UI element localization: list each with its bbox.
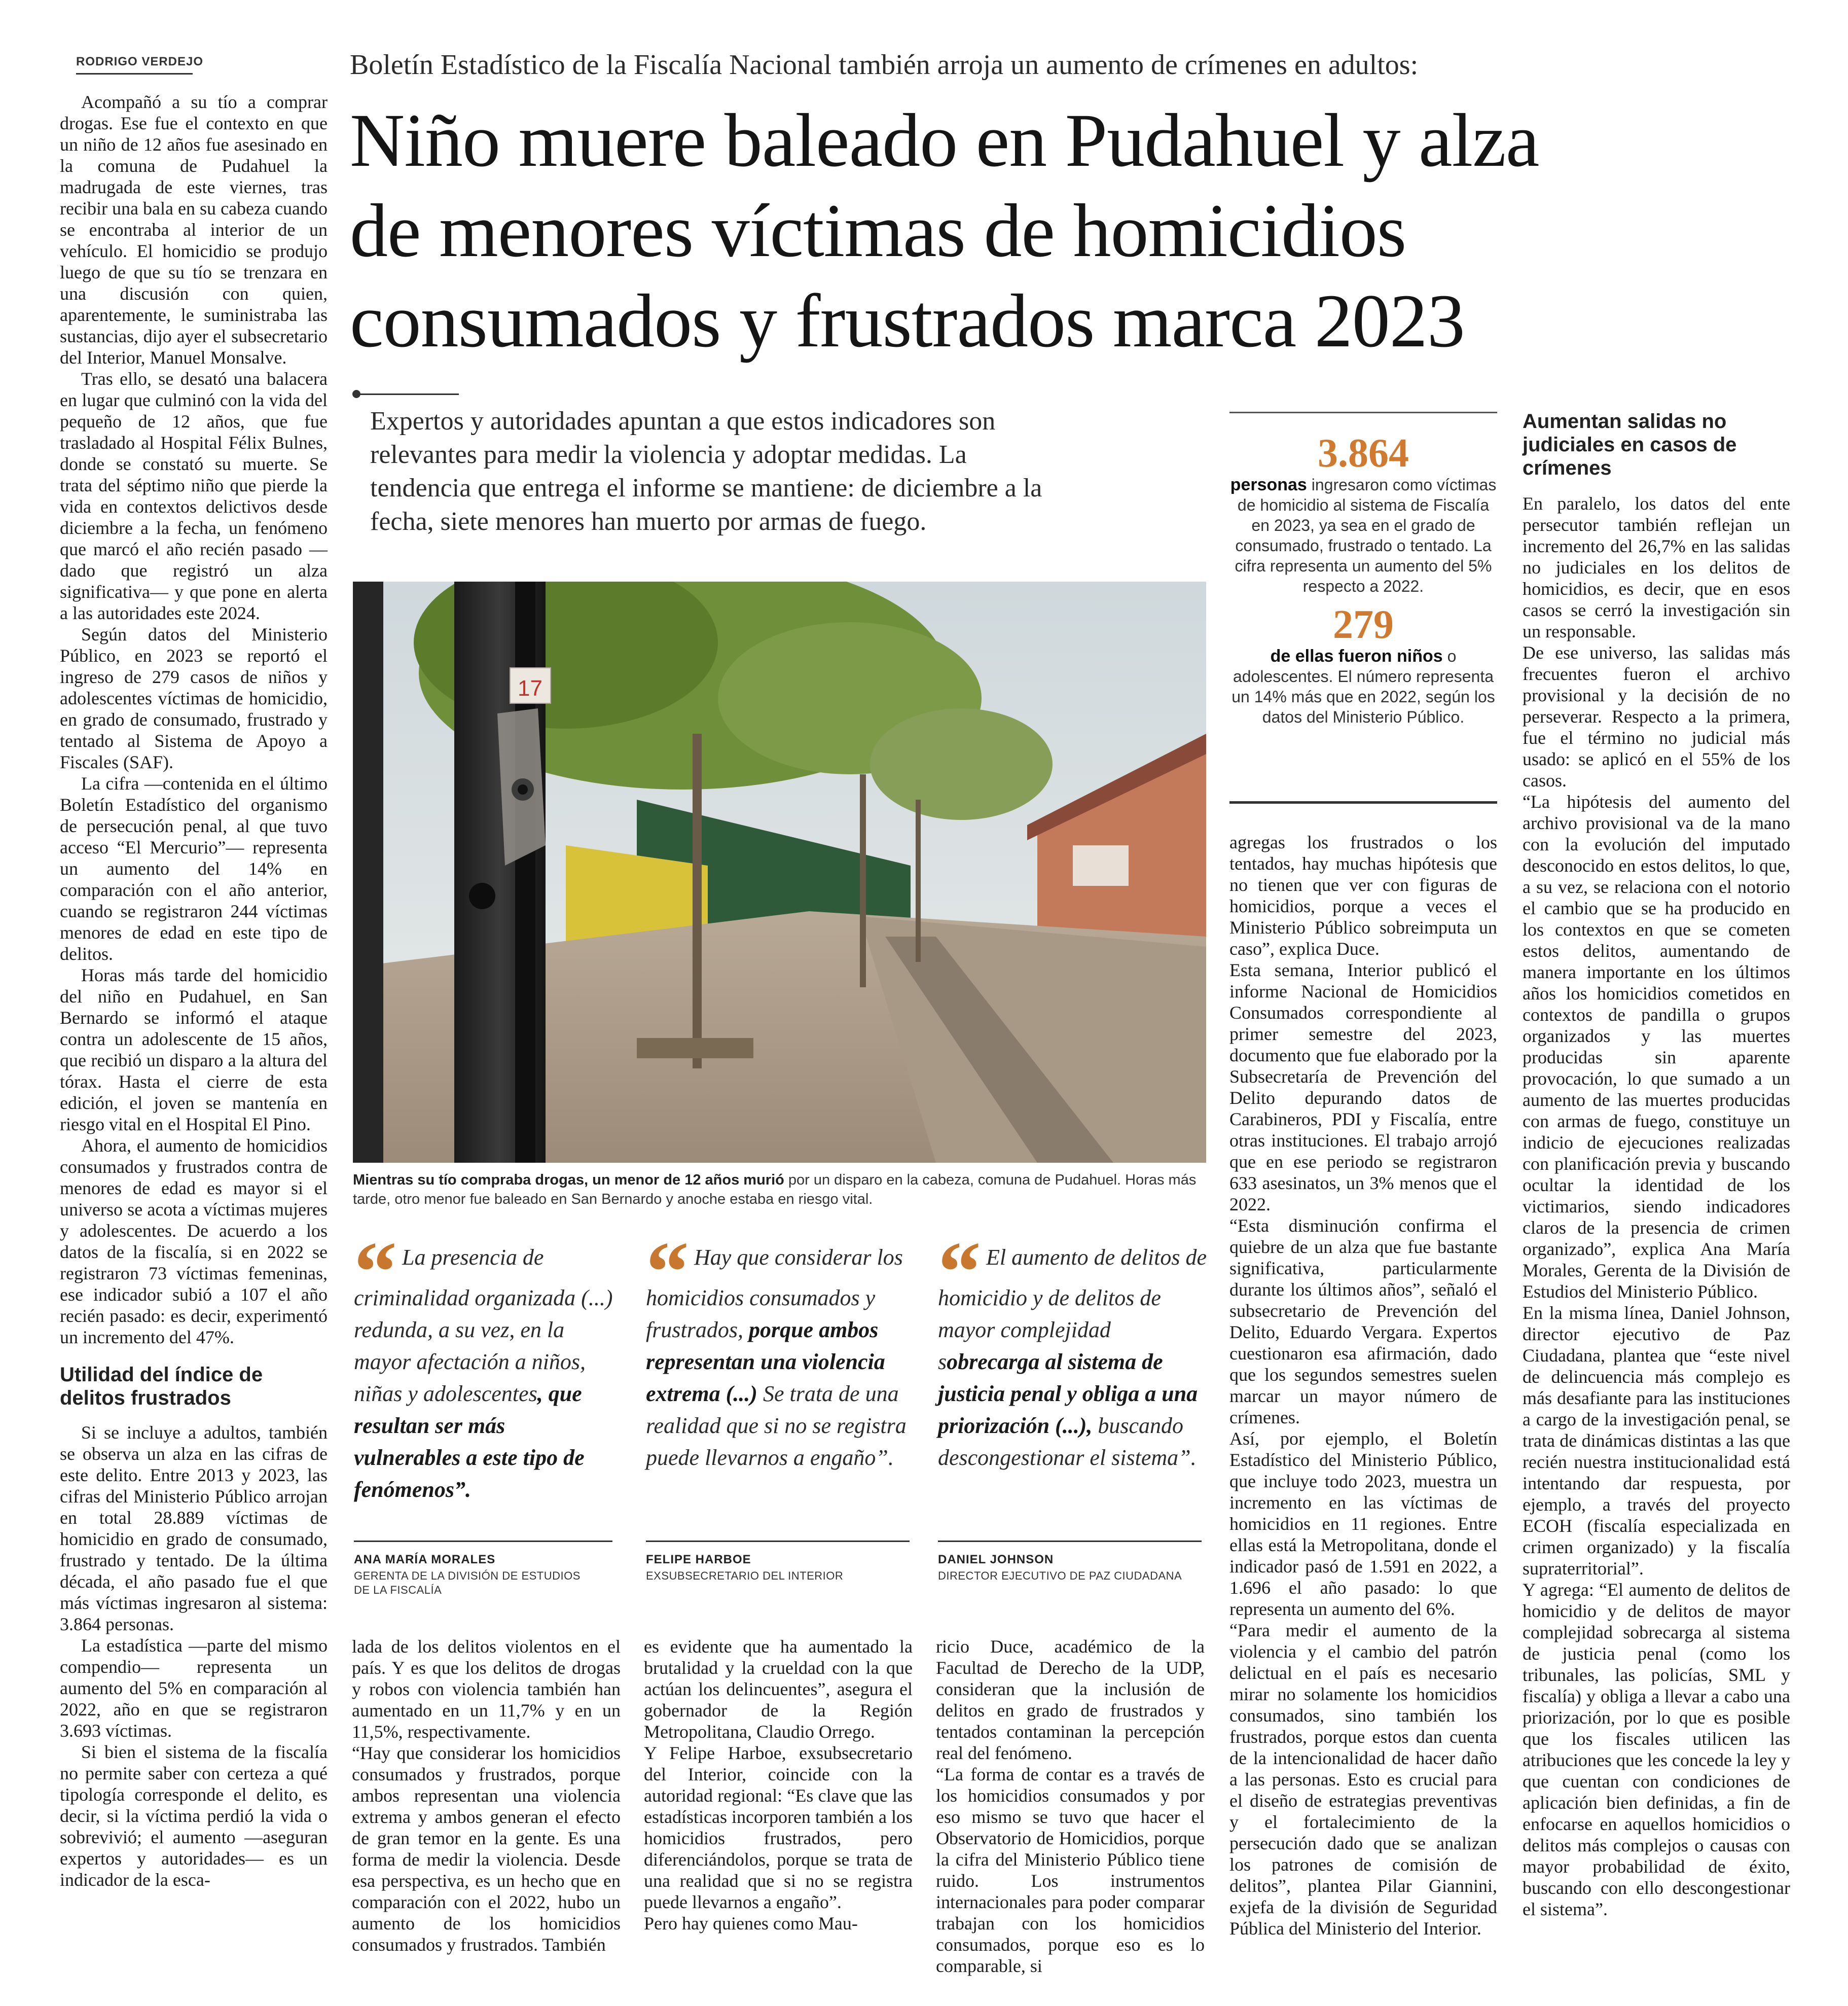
quote-bold: , que resultan ser más vulnerables a este tipo de fenómenos”. xyxy=(354,1381,585,1502)
column-4-bottom: ricio Duce, académico de la Facultad de Derecho de la UDP, consideran que la inclusión de delitos en grado de frustrados y tentados contaminan la percepción real del fenómeno. “La forma de contar es a través de los homicidios consumados y por eso mismo se tuvo que hacer el Observatorio de Homicidios, porque la cifra del Ministerio Público tiene ruido. Los instrumentos internacionales para poder comparar trabajan con los homicidios consumados, porque eso es lo comparable, si xyxy=(936,1636,1205,1976)
subhead-salidas: Aumentan salidas no judiciales en casos de crímenes xyxy=(1523,410,1737,479)
stat-desc: o adolescentes. El número representa un 14% más que en 2022, según los datos del Ministerio Público. xyxy=(1231,647,1495,726)
quote-bold: porque ambos representan una violencia extrema (...) xyxy=(646,1317,885,1406)
quote-author: FELIPE HARBOE xyxy=(646,1553,751,1566)
quote-role: EXSUBSECRETARIO DEL INTERIOR xyxy=(646,1569,844,1582)
kicker: Boletín Estadístico de la Fiscalía Nacional también arroja un aumento de crímenes en adultos: xyxy=(350,49,1419,81)
byline-rule xyxy=(76,73,193,75)
pull-quote-3 xyxy=(938,1224,1207,1474)
quote-text: Hay que considerar los homicidios consumados y frustrados, xyxy=(646,1245,903,1342)
quote-text: La presencia de criminalidad organizada (...) redunda, a su vez, en la mayor afectación a niños, niñas y adolescentes xyxy=(354,1245,613,1406)
street-scene-illustration xyxy=(353,582,1206,1163)
paragraph: Tras ello, se desató una balacera en lugar que culminó con la vida del pequeño de 12 años, que fue trasladado al Hospital Félix Bulnes, donde se constató su muerte. Se trata del séptimo niño que pierde la vida en contextos delictivos desde diciembre a la fecha, un fenómeno que marcó el año recién pasado —dado que registró un alza significativa— y que pone en alerta a las autoridades este 2024. xyxy=(60,369,328,623)
quote-author: DANIEL JOHNSON xyxy=(938,1553,1054,1566)
quote-rule xyxy=(938,1541,1202,1542)
stat-text xyxy=(1229,475,1497,596)
quote-author: ANA MARÍA MORALES xyxy=(354,1553,496,1566)
stat-number: 3.864 xyxy=(1318,431,1409,476)
quote-rule xyxy=(354,1541,612,1542)
quote-bold: obrecarga al sistema de justicia penal y obliga a una priorización (...), xyxy=(938,1349,1198,1438)
deck-rule xyxy=(355,393,459,395)
byline: RODRIGO VERDEJO xyxy=(76,55,204,68)
paragraph: Acompañó a su tío a comprar drogas. Ese fue el contexto en que un niño de 12 años fue asesinado en la comuna de Pudahuel la madrugada de este viernes, tras recibir una bala en su cabeza cuando se encontraba al interior de un vehículo. El homicidio se produjo luego de que su tío se trenzara en una discusión con quien, aparentemente, le suministraba las sustancias, dijo ayer el subsecretario del Interior, Manuel Monsalve. xyxy=(60,92,328,368)
deck: Expertos y autoridades apuntan a que estos indicadores son relevantes para medir la violencia y adoptar medidas. La tendencia que entrega el informe se mantiene: de diciembre a la fecha, siete menores han muerto por armas de fuego. xyxy=(370,407,1042,536)
paragraph: Horas más tarde del homicidio del niño en Pudahuel, en San Bernardo se informó el ataque contra un adolescente de 15 años, que recibió un disparo a la altura del tórax. Hasta el cierre de esta edición, el joven se mantenía en riesgo vital en el Hospital El Pino. xyxy=(60,965,328,1134)
pull-quote-2 xyxy=(646,1224,915,1474)
subhead-utilidad: Utilidad del índice de delitos frustrados xyxy=(60,1364,263,1409)
paragraph: Ahora, el aumento de homicidios consumados y frustrados contra de menores de edad es mayor si el universo se acota a víctimas mujeres y adolescentes. De acuerdo a los datos de la fiscalía, si en 2022 se registraron 73 víctimas femeninas, ese indicador subió a 107 el año recién pasado: es decir, experimentó un incremento del 47%. xyxy=(60,1135,328,1347)
paragraph: La estadística —parte del mismo compendio— representa un aumento del 5% en comparación al 2022, año en que se registraron 3.693 víctimas. xyxy=(60,1635,328,1741)
quote-tail: buscando descongestionar el sistema”. xyxy=(938,1413,1197,1470)
quote-rule xyxy=(646,1541,910,1542)
photo-caption xyxy=(353,1170,1210,1209)
stats-bottom-rule xyxy=(1229,801,1497,804)
quote-mark-icon: “ xyxy=(938,1224,981,1319)
stat-text xyxy=(1229,646,1497,727)
stats-box xyxy=(1229,432,1497,727)
quote-text: El aumento de delitos de homicidio y de delitos de mayor complejidad s xyxy=(938,1245,1207,1374)
paragraph: Si se incluye a adultos, también se observa un alza en las cifras de este delito. Entre 2013 y 2023, las cifras del Ministerio Público arrojan en total 28.889 víctimas de homicidio en grado de consumado, frustrado y tentado. De la última década, el año pasado fue el que más víctimas ingresaron al sistema: 3.864 personas. xyxy=(60,1422,328,1634)
quote-mark-icon: “ xyxy=(354,1224,397,1319)
quote-role: DIRECTOR EJECUTIVO DE PAZ CIUDADANA xyxy=(938,1569,1182,1582)
quote-mark-icon: “ xyxy=(646,1224,689,1319)
tag-number: 17 xyxy=(518,676,542,701)
column-2-bottom: lada de los delitos violentos en el país. Y es que los delitos de drogas y robos con violencia también han aumentado en un 11,7% y en un 11,5%, respectivamente. “Hay que considerar los homicidios consumados y frustrados, porque ambos representan una violencia extrema y ambos generan el efecto de gran temor en la gente. Es una forma de medir la violencia. Desde esa perspectiva, es un hecho que en comparación con el 2022, hubo un aumento de los homicidios consumados y frustrados. También xyxy=(352,1636,621,1955)
column-4: agregas los frustrados o los tentados, hay muchas hipótesis que no tienen que ver con figuras de homicidios, porque a veces el Ministerio Público sobreimputa un caso”, explica Duce. Esta semana, Interior publicó el informe Nacional de Homicidios Consumados correspondiente al primer semestre del 2023, documento que fue elaborado por la Subsecretaría de Prevención del Delito depurando datos de Carabineros, PDI y Fiscalía, entre otras instituciones. El trabajo arrojó que en ese periodo se registraron 633 asesinatos, un 3% menos que el 2022. “Esta disminución confirma el quiebre de un alza que fue bastante significativa, particularmente durante los últimos años”, señaló el subsecretario de Prevención del Delito, Eduardo Vergara. Expertos cuestionaron esa afirmación, dado que los segundos semestres suelen marcar un mayor número de crímenes. Así, por ejemplo, el Boletín Estadístico del Ministerio Público, que incluye todo 2023, muestra un incremento en las víctimas de homicidios en 11 regiones. Entre ellas está la Metropolitana, donde el indicador pasó de 1.591 en 2022, a 1.696 el año pasado: lo que representa un aumento del 6%. “Para medir el aumento de la violencia y el cambio del patrón delictual en el país es necesario mirar no solamente los homicidios consumados, sino también los frustrados, porque estos dan cuenta de la intencionalidad de hacer daño a las personas. Esto es crucial para el diseño de estrategias preventivas y el fortalecimiento de la persecución dado que se analizan los patrones de comisión de delitos”, plantea Pilar Giannini, exjefa de la división de Seguridad Pública del Ministerio del Interior. xyxy=(1229,832,1497,1939)
stat-bold: personas xyxy=(1230,475,1307,494)
paragraph: La cifra —contenida en el último Boletín Estadístico del organismo de persecución penal, al que tuvo acceso “El Mercurio”— representa un aumento del 14% en comparación con el año anterior, cuando se registraron 244 víctimas menores de edad en este tipo de delitos. xyxy=(60,773,328,964)
quote-tail: Se trata de una realidad que si no se registra puede llevarnos a engaño”. xyxy=(646,1381,907,1470)
headline: Niño muere baleado en Pudahuel y alza de menores víctimas de homicidios consumados y frustrados marca 2023 xyxy=(350,98,1539,363)
column-5: En paralelo, los datos del ente persecutor también reflejan un incremento del 26,7% en las salidas no judiciales en los delitos de homicidios, es decir, que en esos casos se cerró la investigación sin un responsable. De ese universo, las salidas más frecuentes fueron el archivo provisional y la decisión de no perseverar. Respecto a la primera, fue el término no judicial más usado: se aplicó en el 55% de los casos. “La hipótesis del aumento del archivo provisional va de la mano con la evolución del imputado desconocido en estos delitos, lo que, a su vez, se relaciona con el notorio el cambio que se ha producido en los contextos en que se cometen estos delitos, aumentando de manera importante en los últimos años los homicidios cometidos en contextos de pandilla o grupos organizados y las muertes producidas sin aparente provocación, lo que sumado a un aumento de las muertes producidas con armas de fuego, constituye un indicio de ejecuciones realizadas con planificación previa y buscando ocultar la identidad de los victimarios, siendo indicadores claros de la presencia de crimen organizado”, explica Ana María Morales, Gerenta de la División de Estudios del Ministerio Público. En la misma línea, Daniel Johnson, director ejecutivo de Paz Ciudadana, plantea que “este nivel de delincuencia más complejo es más desafiante para las instituciones a cargo de la investigación penal, se trata de dinámicas distintas a las que recién nuestra institucionalidad está intentando dar respuesta, por ejemplo, a través del proyecto ECOH (fiscalía especializada en crimen organizado) y la fiscalía supraterritorial”. Y agrega: “El aumento de delitos de homicidio y de delitos de mayor complejidad sobrecarga al sistema de justicia penal (como los tribunales, las policías, SML y fiscalía) y obliga a llevar a cabo una priorización, por lo que es posible que los fiscales utilicen las atribuciones que les concede la ley y que cuentan con condiciones de aplicación bien definidas, a fin de enfocarse en aquellos homicidios o delitos más complejos o causas con mayor probabilidad de éxito, buscando con ello descongestionar el sistema”. xyxy=(1523,493,1790,1919)
quote-role: GERENTA DE LA DIVISIÓN DE ESTUDIOS DE LA FISCALÍA xyxy=(354,1569,581,1596)
column-3-bottom: es evidente que ha aumentado la brutalidad y la crueldad con la que actúan los delincuentes”, asegura el gobernador de la Región Metropolitana, Claudio Orrego. Y Felipe Harboe, exsubsecretario del Interior, coincide con la autoridad regional: “Es clave que las estadísticas incorporen también a los homicidios frustrados, pero diferenciándolos, porque se trata de una realidad que si no se registra puede llevarnos a engaño”. Pero hay quienes como Mau- xyxy=(644,1636,913,1933)
pull-quote-1 xyxy=(354,1224,613,1506)
stats-top-rule xyxy=(1229,412,1497,413)
paragraph: Según datos del Ministerio Público, en 2023 se reportó el ingreso de 279 casos de niños y adolescentes víctimas de homicidio, en grado de consumado, frustrado y tentado al Sistema de Apoyo a Fiscales (SAF). xyxy=(60,624,328,772)
stat-number: 279 xyxy=(1333,602,1394,647)
caption-bold: Mientras su tío compraba drogas, un menor de 12 años murió xyxy=(353,1172,784,1188)
stat-bold: de ellas fueron niños xyxy=(1270,647,1443,666)
paragraph: Si bien el sistema de la fiscalía no permite saber con certeza a qué tipología corresponde el delito, es decir, si la víctima perdió la vida o sobrevivió; el aumento —aseguran expertos y autoridades— es un indicador de la esca- xyxy=(60,1742,328,1890)
caption-text: por un disparo en la cabeza, comuna de Pudahuel. Horas más tarde, otro menor fue baleado en San Bernardo y anoche estaba en riesgo vital. xyxy=(353,1172,1197,1207)
stat-desc: ingresaron como víctimas de homicidio al sistema de Fiscalía en 2023, ya sea en el grado de consumado, frustrado o tentado. La cifra representa un aumento del 5% respecto a 2022. xyxy=(1235,476,1497,595)
column-1 xyxy=(60,91,328,1890)
news-photo xyxy=(353,582,1206,1163)
